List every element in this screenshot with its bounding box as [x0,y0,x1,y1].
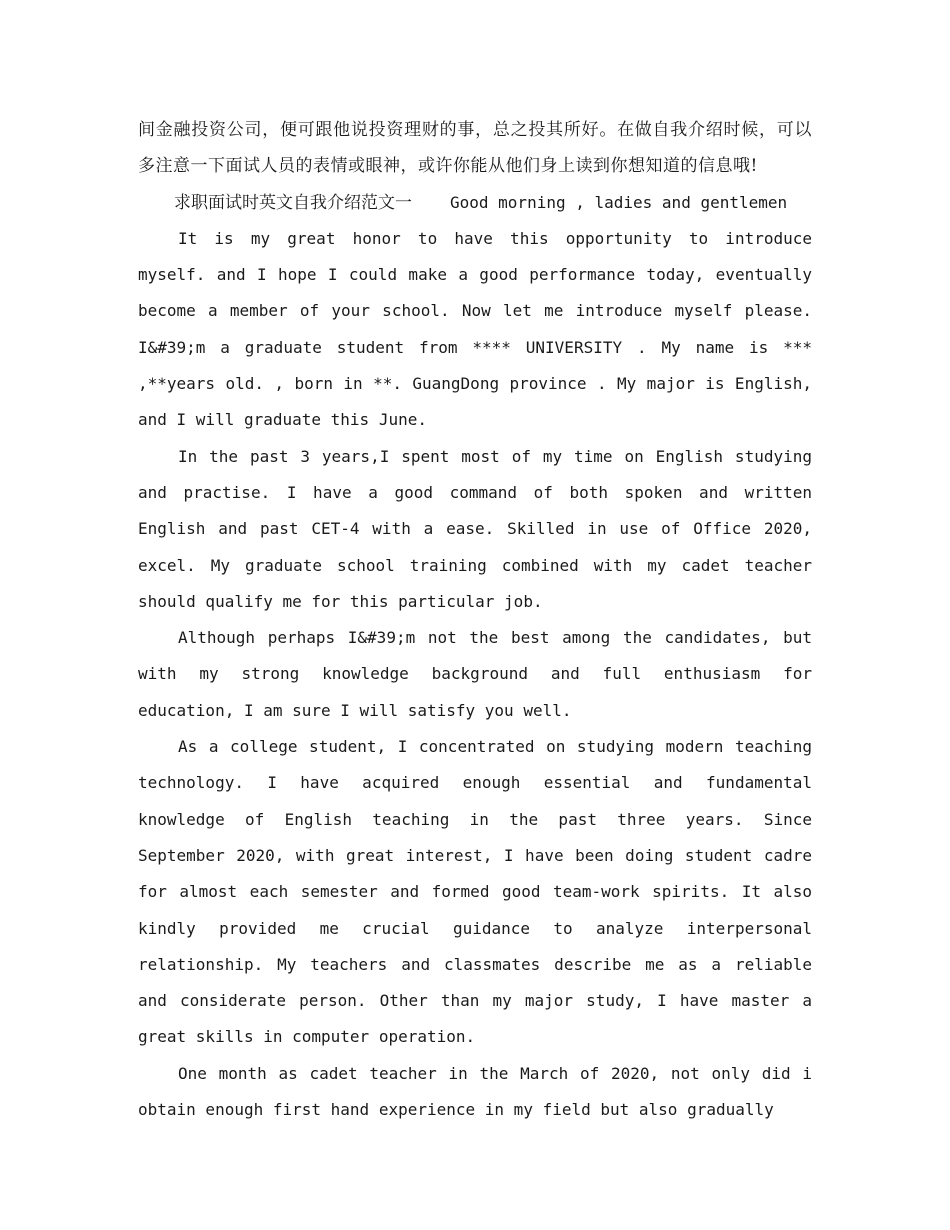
paragraph-college-experience: As a college student, I concentrated on studying modern teaching technology. I have acquired enough essential and fundamental knowledge of English teaching in the past three years. Since September 2020, with great interest, I have been doing student cadre for almost each semester and formed good team-work spirits. It also kindly provided me crucial guidance to analyze interpersonal relationship. My teachers and classmates describe me as a reliable and considerate person. Other than my major study, I have master a great skills in computer operation. [138,737,812,1047]
intro-paragraph: 间金融投资公司，便可跟他说投资理财的事，总之投其所好。在做自我介绍时候，可以多注意一下面试人员的表情或眼神，或许你能从他们身上读到你想知道的信息哦! [138,120,812,177]
greeting-text: Good morning , ladies and gentlemen [450,192,788,212]
document-body [138,112,812,1128]
paragraph-candidacy: Although perhaps I&#39;m not the best among the candidates, but with my strong knowledge background and full enthusiasm for education, I am sure I will satisfy you well. [138,628,812,720]
paragraph-studies: In the past 3 years,I spent most of my time on English studying and practise. I have a good command of both spoken and written English and past CET-4 with a ease. Skilled in use of Office 2020, excel. My graduate school training combined with my cadet teacher should qualify me for this particular job. [138,446,812,611]
paragraph-cadet-teacher: One month as cadet teacher in the March of 2020, not only did i obtain enough first hand experience in my field but also gradually [138,1063,812,1120]
section-heading-line [138,185,812,221]
section-title: 求职面试时英文自我介绍范文一 [174,192,412,213]
paragraph-introduction: It is my great honor to have this opportunity to introduce myself. and I hope I could make a good performance today, eventually become a member of your school. Now let me introduce myself please. I&#39;m a graduate student from **** UNIVERSITY . My name is *** ,**years old. , born in **. GuangDong province . My major is English, and I will graduate this June. [138,228,812,430]
